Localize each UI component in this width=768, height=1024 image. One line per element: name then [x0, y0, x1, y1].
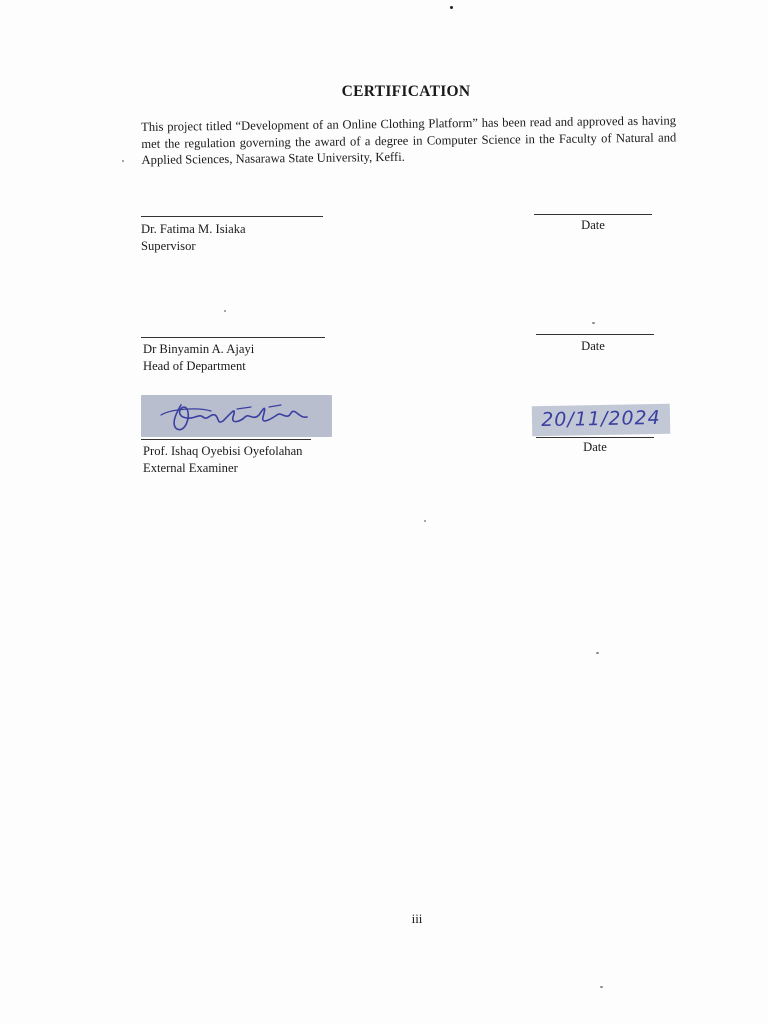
page-title: CERTIFICATION: [341, 83, 471, 100]
hod-name: Dr Binyamin A. Ajayi: [143, 342, 255, 356]
examiner-date-label: Date: [583, 440, 607, 454]
signature-line-supervisor: [141, 216, 323, 217]
hod-role: Head of Department: [143, 359, 246, 373]
signature-line-hod: [141, 337, 325, 338]
hod-date-label: Date: [581, 339, 605, 353]
scan-speck: [596, 652, 599, 654]
signature-line-examiner: [141, 439, 311, 440]
certification-paragraph: This project titled “Development of an Online Clothing Platform” has been read and approved as having met the regulation governing the award of a degree in Computer Science in the Faculty of Natural and Applied Sciences, Nasarawa State University, Keffi.: [141, 113, 677, 167]
date-line-supervisor: [534, 214, 652, 215]
date-line-hod: [536, 334, 654, 335]
scan-speck: [424, 520, 426, 522]
date-line-examiner: [536, 437, 654, 438]
page-number: iii: [411, 911, 423, 926]
supervisor-date-label: Date: [581, 218, 605, 232]
signature-stamp: [141, 395, 332, 437]
scan-speck: [450, 6, 453, 9]
scan-speck: [122, 160, 124, 162]
examiner-role: External Examiner: [143, 461, 238, 475]
scan-speck: [600, 986, 603, 988]
scan-speck: [224, 310, 226, 312]
scan-speck: [592, 322, 595, 324]
handwritten-date: 20/11/2024: [532, 404, 671, 436]
handwritten-signature: [141, 395, 332, 437]
examiner-name: Prof. Ishaq Oyebisi Oyefolahan: [143, 444, 303, 458]
supervisor-role: Supervisor: [141, 239, 196, 253]
supervisor-name: Dr. Fatima M. Isiaka: [141, 222, 246, 236]
